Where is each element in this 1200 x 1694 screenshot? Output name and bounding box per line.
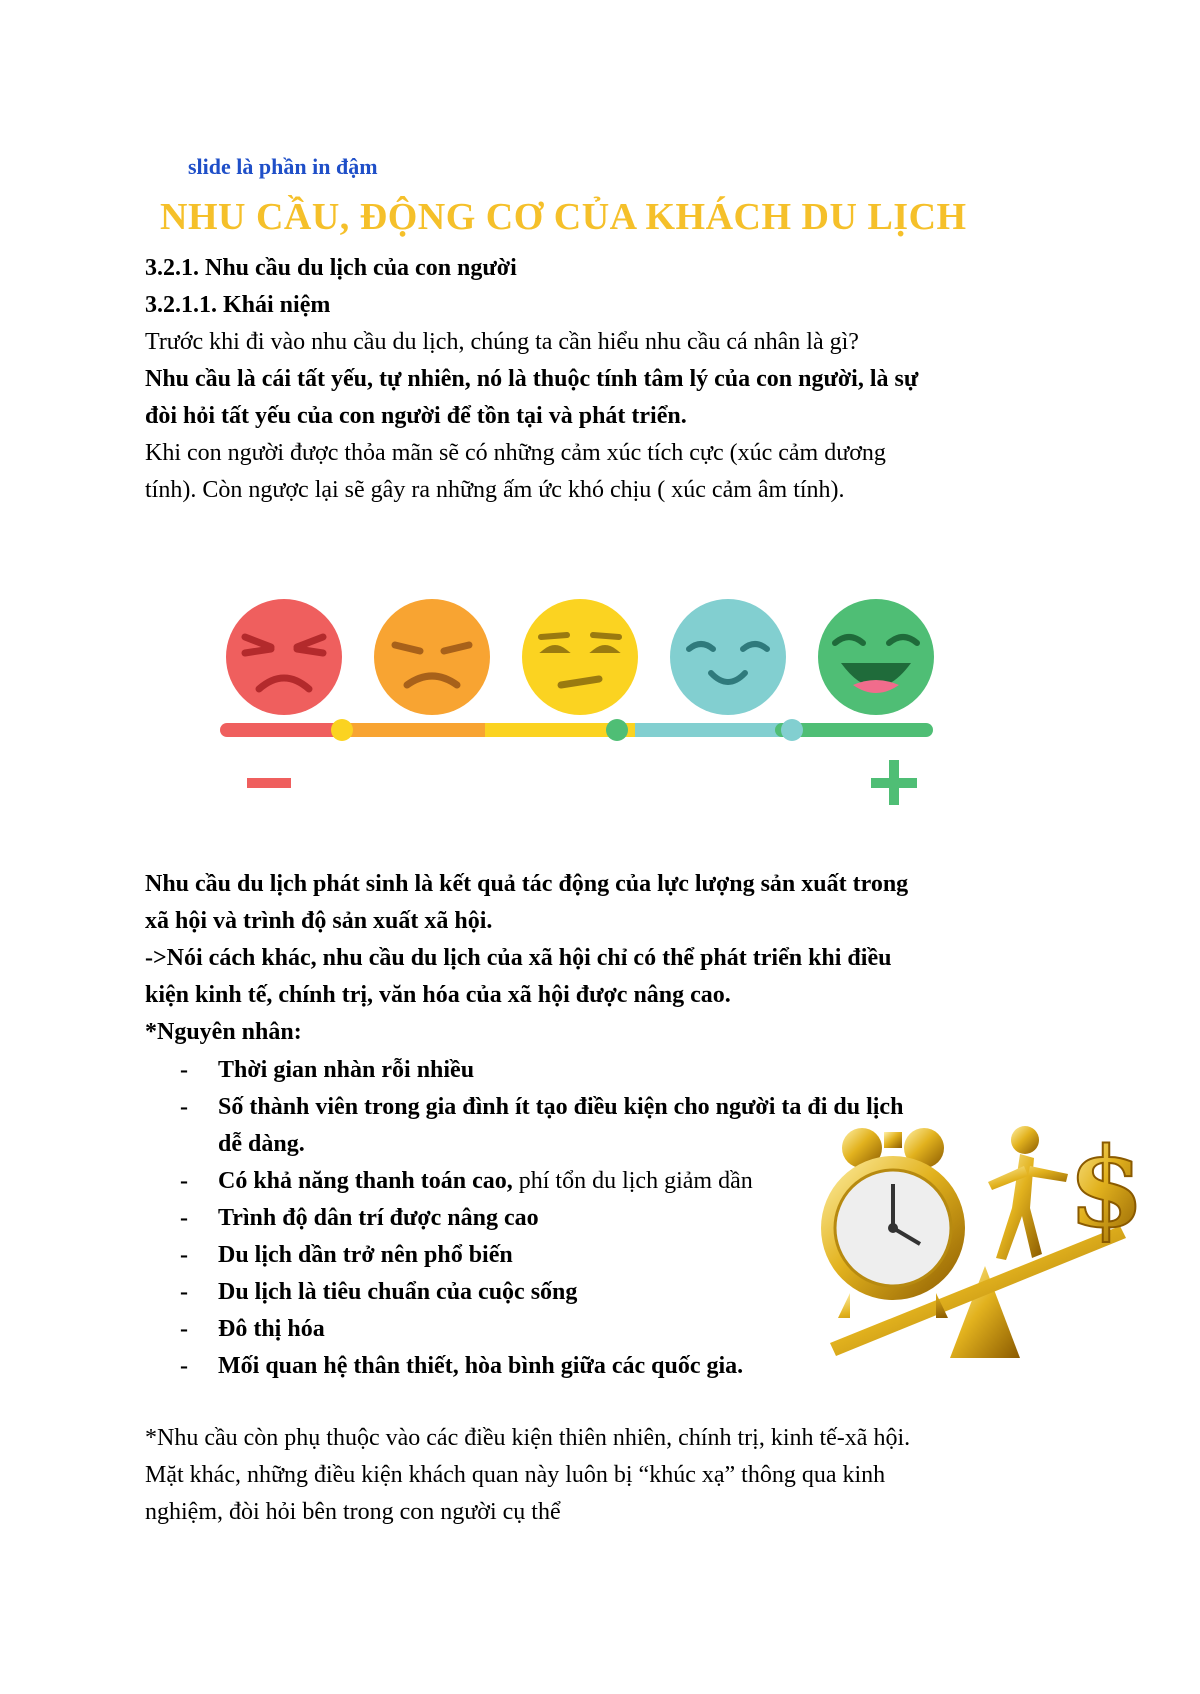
intro-question: Trước khi đi vào nhu cầu du lịch, chúng ta cần hiểu nhu cầu cá nhân là gì? [145, 329, 859, 355]
list-item-text: Du lịch dần trở nên phổ biến [218, 1242, 513, 1268]
content-face-icon [670, 599, 786, 715]
origin-line-3: ->Nói cách khác, nhu cầu du lịch của xã hội chỉ có thể phát triển khi điều [145, 945, 892, 971]
origin-line-4: kiện kinh tế, chính trị, văn hóa của xã hội được nâng cao. [145, 982, 731, 1008]
alarm-clock-icon [821, 1128, 965, 1318]
list-item-text: Thời gian nhàn rỗi nhiều [218, 1057, 475, 1083]
emotion-line-2: tính). Còn ngược lại sẽ gây ra những ấm ức khó chịu ( xúc cảm âm tính). [145, 477, 845, 503]
list-dash: - [180, 1242, 188, 1268]
list-dash: - [180, 1057, 188, 1083]
gold-figure-icon [988, 1126, 1068, 1260]
origin-line-2: xã hội và trình độ sản xuất xã hội. [145, 908, 493, 934]
list-dash: - [180, 1168, 188, 1194]
definition-line-2: đòi hỏi tất yếu của con người để tồn tại và phát triển. [145, 403, 687, 429]
emotion-scale [215, 595, 955, 805]
subsection-heading: 3.2.1.1. Khái niệm [145, 292, 331, 318]
list-item-text: dễ dàng. [218, 1131, 305, 1157]
list-item-text: Đô thị hóa [218, 1316, 325, 1342]
list-dash: - [180, 1094, 188, 1120]
list-item-text: Mối quan hệ thân thiết, hòa bình giữa các quốc gia. [218, 1353, 744, 1379]
list-dash: - [180, 1205, 188, 1231]
happy-face-icon [818, 599, 934, 715]
dollar-sign-icon [1068, 1123, 1145, 1252]
emotion-gradient-bar [220, 719, 933, 741]
conclusion-line-3: nghiệm, đòi hỏi bên trong con người cụ thể [145, 1499, 561, 1525]
plus-icon [871, 760, 917, 805]
list-item-text: Số thành viên trong gia đình ít tạo điều kiện cho người ta đi du lịch [218, 1094, 904, 1120]
origin-line-1: Nhu cầu du lịch phát sinh là kết quả tác động của lực lượng sản xuất trong [145, 871, 909, 897]
list-dash: - [180, 1279, 188, 1305]
definition-line-1: Nhu cầu là cái tất yếu, tự nhiên, nó là thuộc tính tâm lý của con người, là sự [145, 366, 919, 392]
list-dash: - [180, 1353, 188, 1379]
list-dash: - [180, 1316, 188, 1342]
page-title: NHU CẦU, ĐỘNG CƠ CỦA KHÁCH DU LỊCH [160, 196, 967, 238]
list-item-text: Du lịch là tiêu chuẩn của cuộc sống [218, 1279, 578, 1305]
list-item-text [218, 1163, 753, 1200]
slide-note: slide là phần in đậm [188, 154, 378, 179]
minus-icon [247, 778, 291, 788]
section-heading: 3.2.1. Nhu cầu du lịch của con người [145, 255, 517, 281]
causes-heading: *Nguyên nhân: [145, 1019, 302, 1045]
emotion-line-1: Khi con người được thỏa mãn sẽ có những cảm xúc tích cực (xúc cảm dương [145, 440, 886, 466]
gold-clock-seesaw-dollar-illustration [820, 1118, 1150, 1368]
conclusion-line-2: Mặt khác, những điều kiện khách quan này luôn bị “khúc xạ” thông qua kinh [145, 1462, 886, 1488]
conclusion-line-1: *Nhu cầu còn phụ thuộc vào các điều kiện thiên nhiên, chính trị, kinh tế-xã hội. [145, 1425, 911, 1451]
angry-face-icon [226, 599, 342, 715]
list-item-bold: Có khả năng thanh toán cao, [218, 1168, 513, 1194]
sad-face-icon [374, 599, 490, 715]
neutral-face-icon [522, 599, 638, 715]
list-item-text: Trình độ dân trí được nâng cao [218, 1205, 539, 1231]
list-item-rest: phí tổn du lịch giảm dần [512, 1168, 753, 1194]
svg-text:$: $ [1068, 1123, 1145, 1252]
